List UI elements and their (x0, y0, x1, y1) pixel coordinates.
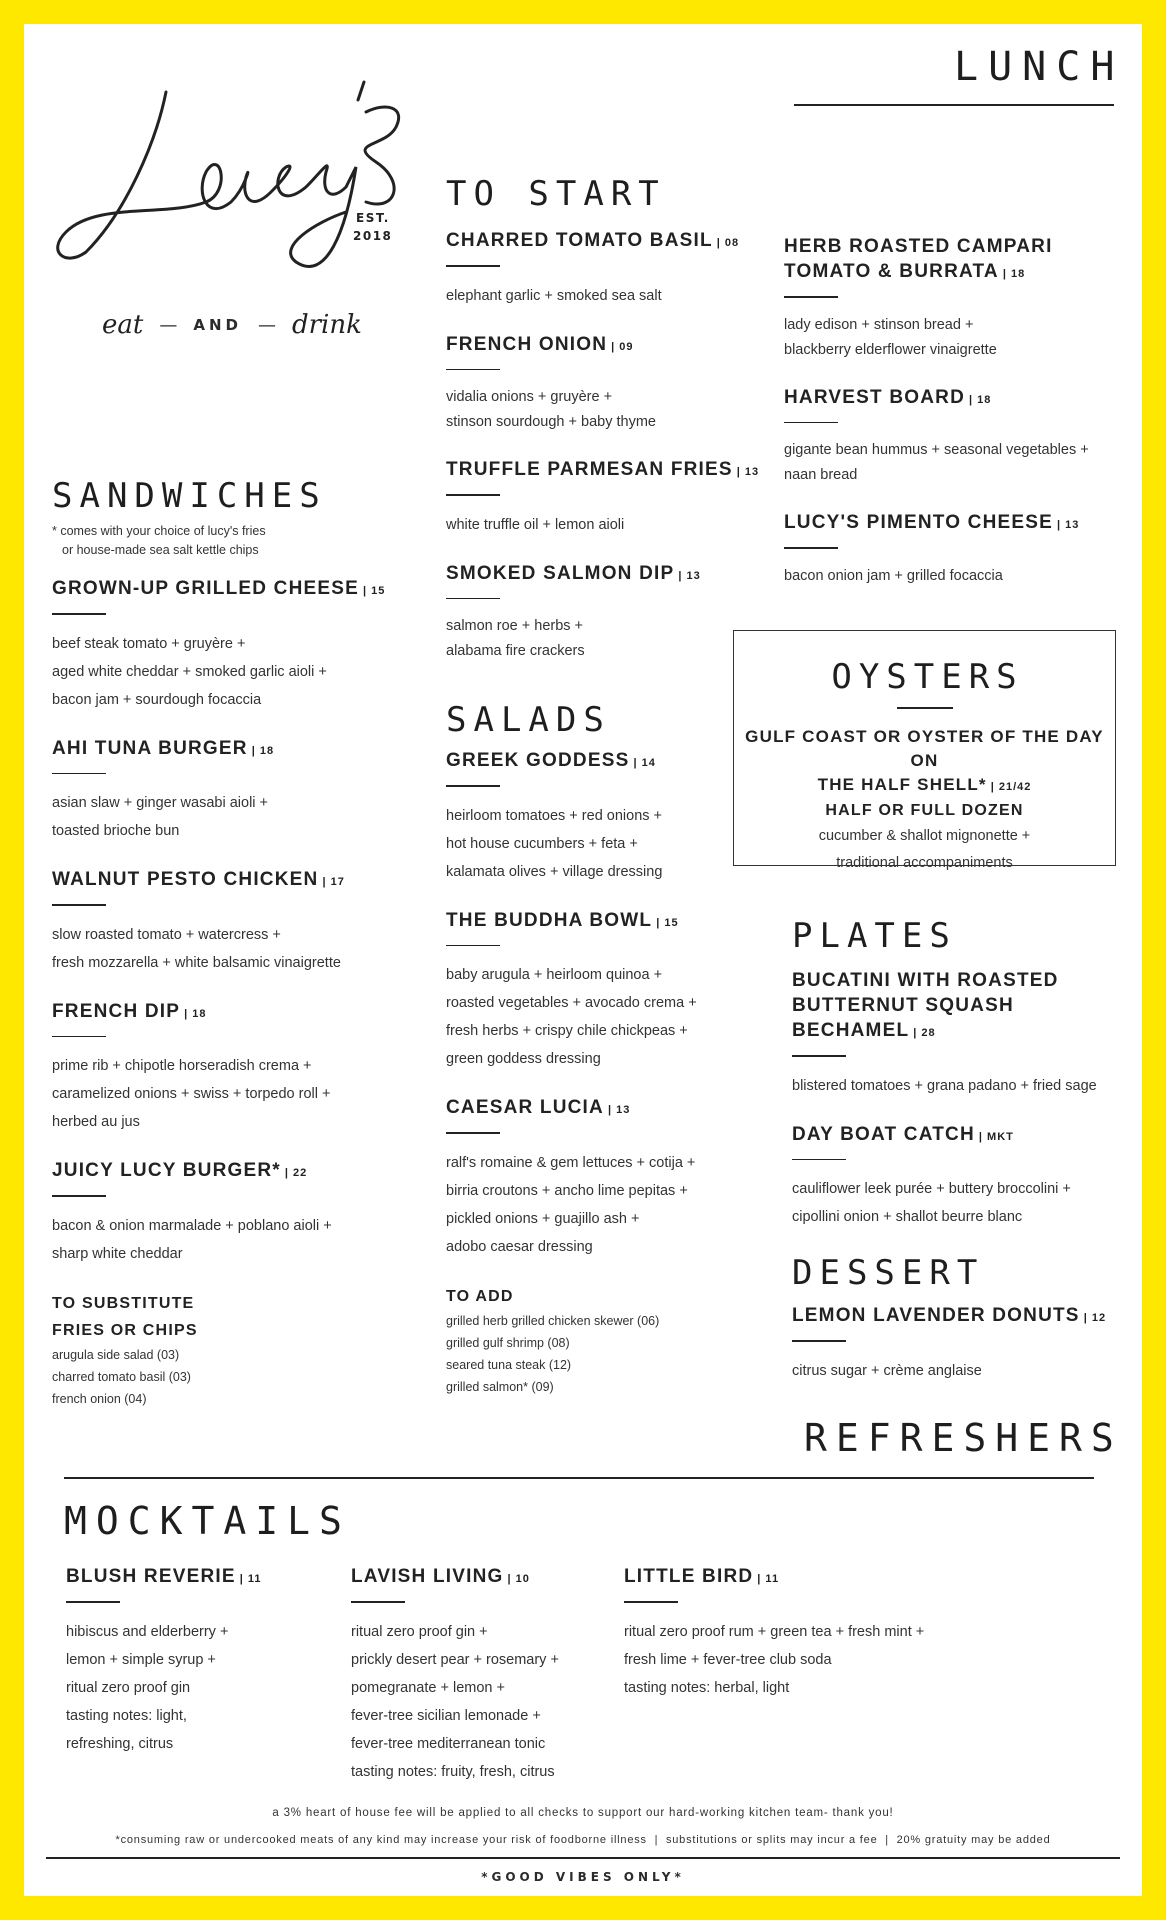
item-name: LAVISH LIVING (351, 1566, 504, 1587)
item-name: BLUSH REVERIE (66, 1566, 236, 1587)
menu-item (52, 867, 412, 977)
menu-item (784, 234, 1124, 363)
item-name: JUICY LUCY BURGER* (52, 1160, 281, 1181)
item-desc: tasting notes: fruity, fresh, citrus (351, 1763, 555, 1780)
substitute-title-1: TO SUBSTITUTE (52, 1294, 195, 1312)
item-price: | 22 (284, 1167, 308, 1179)
footer-rule (46, 1857, 1120, 1859)
substitute-title-2: FRIES OR CHIPS (52, 1321, 198, 1339)
item-desc: bacon jam + sourdough focaccia (52, 691, 262, 708)
item-desc: baby arugula + heirloom quinoa + (446, 967, 663, 983)
dessert-title: DESSERT (792, 1253, 985, 1293)
item-desc: toasted brioche bun (52, 823, 180, 839)
item-name: LEMON LAVENDER DONUTS (792, 1305, 1080, 1326)
menu-item (792, 1303, 1137, 1385)
item-price: | 17 (322, 876, 345, 888)
item-desc: adobo caesar dressing (446, 1238, 593, 1255)
to-add-item: grilled salmon* (09) (446, 1379, 554, 1394)
substitute-item: french onion (04) (52, 1391, 147, 1406)
plates-section (792, 916, 1137, 1407)
item-desc: slow roasted tomato + watercress + (52, 926, 281, 943)
to-start-section (446, 174, 776, 686)
mocktail-col-3 (624, 1564, 1024, 1702)
menu-item (52, 736, 412, 846)
item-desc: pomegranate + lemon + (351, 1679, 505, 1696)
item-price: | 18 (969, 393, 992, 406)
mocktail-col-2 (351, 1564, 611, 1786)
item-name: HARVEST BOARD (784, 386, 965, 408)
item-name-line-1: HERB ROASTED CAMPARI (784, 236, 1053, 257)
item-desc: aged white cheddar + smoked garlic aioli + (52, 663, 327, 680)
item-desc: green goddess dressing (446, 1051, 601, 1067)
item-price: | 18 (1002, 268, 1026, 280)
menu-item (446, 561, 776, 665)
item-price: | 13 (607, 1104, 631, 1116)
item-desc: cauliflower leek purée + buttery broccolini + (792, 1181, 1071, 1197)
item-desc: tasting notes: light, (66, 1707, 187, 1724)
item-name: GREEK GODDESS (446, 750, 630, 771)
item-desc: cipollini onion + shallot beurre blanc (792, 1209, 1023, 1225)
to-add-item: grilled herb grilled chicken skewer (06) (446, 1313, 660, 1328)
substitute-item: arugula side salad (03) (52, 1347, 180, 1362)
item-name: FRENCH ONION (446, 333, 608, 355)
item-desc: ritual zero proof gin + (351, 1623, 488, 1640)
item-desc: ritual zero proof gin (66, 1679, 191, 1696)
item-price: | 28 (913, 1027, 936, 1039)
item-desc: roasted vegetables + avocado crema + (446, 995, 697, 1011)
item-desc: blistered tomatoes + grana padano + fried sage (792, 1077, 1097, 1094)
item-desc: birria croutons + ancho lime pepitas + (446, 1182, 688, 1199)
item-name: LITTLE BIRD (624, 1566, 754, 1587)
item-name-line-2: BUTTERNUT SQUASH BECHAMEL (792, 995, 1014, 1041)
item-desc: kalamata olives + village dressing (446, 863, 663, 880)
menu-item (446, 748, 776, 886)
oysters-desc-2: traditional accompaniments (836, 854, 1013, 871)
header-rule (794, 104, 1114, 106)
item-desc: asian slaw + ginger wasabi aioli + (52, 795, 269, 811)
refreshers-rule (64, 1477, 1094, 1479)
sandwiches-section (52, 476, 412, 1410)
item-name: THE BUDDHA BOWL (446, 909, 653, 931)
logo-tagline (102, 310, 402, 340)
logo-est: EST. (356, 211, 390, 225)
item-price: | 13 (736, 466, 760, 478)
item-desc: alabama fire crackers (446, 643, 585, 659)
item-desc: prime rib + chipotle horseradish crema + (52, 1058, 312, 1074)
menu-page (24, 24, 1142, 1896)
item-name: FRENCH DIP (52, 1000, 181, 1022)
item-desc: hibiscus and elderberry + (66, 1623, 229, 1640)
item-name: WALNUT PESTO CHICKEN (52, 869, 319, 890)
item-desc: gigante bean hummus + seasonal vegetables + (784, 442, 1089, 458)
to-start-title: TO START (446, 174, 666, 214)
item-name: GROWN-UP GRILLED CHEESE (52, 578, 359, 599)
oysters-line-2: THE HALF SHELL* (817, 774, 987, 794)
item-price: | 18 (251, 744, 275, 757)
tagline-and: AND (193, 316, 242, 334)
mocktail-col-1 (66, 1564, 326, 1758)
menu-item (792, 1122, 1137, 1232)
item-name: TRUFFLE PARMESAN FRIES (446, 459, 733, 480)
item-price: | 13 (678, 569, 701, 582)
to-add-block (446, 1283, 776, 1398)
oysters-box (733, 630, 1116, 871)
item-desc: salmon roe + herbs + (446, 618, 584, 634)
logo-year: 2018 (353, 229, 393, 243)
item-desc: sharp white cheddar (52, 1245, 183, 1262)
item-desc: fever-tree mediterranean tonic (351, 1735, 546, 1752)
item-desc: fresh lime + fever-tree club soda (624, 1651, 832, 1668)
menu-item (792, 968, 1137, 1100)
motto: *GOOD VIBES ONLY* (481, 1870, 685, 1884)
item-desc: fresh mozzarella + white balsamic vinaigrette (52, 954, 341, 971)
oysters-line-3: HALF OR FULL DOZEN (825, 801, 1024, 819)
fee-note: a 3% heart of house fee will be applied to all checks to support our hard-working kitchen team- thank you! (272, 1807, 894, 1819)
item-price: | MKT (978, 1130, 1014, 1143)
tagline-drink: drink (291, 310, 362, 340)
item-name-line-1: BUCATINI WITH ROASTED (792, 970, 1059, 991)
sandwiches-title: SANDWICHES (52, 476, 327, 516)
menu-item (52, 1158, 412, 1268)
to-start-col2 (784, 234, 1124, 611)
menu-item (446, 332, 776, 436)
menu-item (784, 385, 1124, 489)
menu-item (446, 908, 776, 1074)
item-name: AHI TUNA BURGER (52, 737, 248, 759)
item-desc: white truffle oil + lemon aioli (446, 516, 625, 533)
menu-item (446, 228, 776, 310)
item-price: | 18 (184, 1007, 207, 1020)
salads-section (446, 700, 776, 1398)
item-desc: elephant garlic + smoked sea salt (446, 287, 662, 304)
sandwiches-note-2: or house-made sea salt kettle chips (62, 543, 259, 557)
plates-title: PLATES (792, 916, 957, 956)
tagline-eat: eat (102, 310, 144, 340)
item-desc: ritual zero proof rum + green tea + fresh mint + (624, 1623, 925, 1640)
item-price: | 11 (239, 1573, 262, 1585)
item-desc: fever-tree sicilian lemonade + (351, 1707, 541, 1724)
to-add-item: seared tuna steak (12) (446, 1357, 572, 1372)
item-desc: vidalia onions + gruyère + (446, 389, 613, 405)
item-name-line-2: TOMATO & BURRATA (784, 261, 999, 282)
item-desc: bacon onion jam + grilled focaccia (784, 567, 1003, 584)
item-name: SMOKED SALMON DIP (446, 562, 675, 584)
warning-note: *consuming raw or undercooked meats of any kind may increase your risk of foodborne illness | substitutions or splits may incur a fee | 20% gratuity may be added (115, 1834, 1051, 1846)
substitute-item: charred tomato basil (03) (52, 1369, 191, 1384)
item-desc: lemon + simple syrup + (66, 1651, 216, 1668)
menu-item (52, 999, 412, 1137)
item-desc: ralf's romaine & gem lettuces + cotija + (446, 1154, 696, 1171)
to-add-title: TO ADD (446, 1287, 514, 1305)
page-title: LUNCH (954, 44, 1125, 90)
item-price: | 11 (757, 1573, 780, 1585)
menu-item (52, 576, 412, 714)
tagline-dash-2: — (257, 314, 276, 336)
menu-item (446, 1095, 776, 1261)
item-price: | 12 (1083, 1312, 1107, 1324)
item-desc: hot house cucumbers + feta + (446, 835, 638, 852)
item-desc: refreshing, citrus (66, 1735, 174, 1752)
mocktails-title: MOCKTAILS (64, 1499, 351, 1543)
item-desc: herbed au jus (52, 1114, 140, 1130)
item-desc: pickled onions + guajillo ash + (446, 1210, 640, 1227)
oysters-price: | 21/42 (990, 780, 1032, 793)
item-name: DAY BOAT CATCH (792, 1123, 975, 1145)
menu-item (446, 457, 776, 539)
oysters-title: OYSTERS (831, 657, 1024, 697)
item-price: | 13 (1057, 519, 1080, 531)
item-desc: prickly desert pear + rosemary + (351, 1651, 559, 1668)
logo-script-mark (46, 52, 426, 272)
item-desc: caramelized onions + swiss + torpedo roll + (52, 1086, 331, 1102)
item-price: | 14 (633, 757, 656, 769)
item-desc: fresh herbs + crispy chile chickpeas + (446, 1023, 688, 1039)
item-desc: heirloom tomatoes + red onions + (446, 807, 663, 824)
item-price: | 08 (716, 237, 740, 249)
item-desc: lady edison + stinson bread + (784, 316, 974, 333)
to-add-item: grilled gulf shrimp (08) (446, 1335, 570, 1350)
item-desc: beef steak tomato + gruyère + (52, 635, 246, 652)
refreshers-title: REFRESHERS (804, 1416, 1123, 1460)
item-price: | 09 (611, 340, 634, 353)
item-price: | 10 (507, 1573, 530, 1585)
item-desc: tasting notes: herbal, light (624, 1679, 790, 1696)
oysters-desc-1: cucumber & shallot mignonette + (818, 827, 1031, 844)
logo (46, 52, 426, 342)
item-price: | 15 (656, 916, 679, 929)
item-name: CHARRED TOMATO BASIL (446, 230, 713, 251)
menu-item (784, 510, 1124, 589)
salads-title: SALADS (446, 700, 611, 740)
item-desc: blackberry elderflower vinaigrette (784, 341, 997, 358)
item-desc: bacon & onion marmalade + poblano aioli + (52, 1217, 332, 1234)
item-price: | 15 (363, 585, 386, 597)
item-name: LUCY'S PIMENTO CHEESE (784, 512, 1054, 533)
item-name: CAESAR LUCIA (446, 1097, 604, 1118)
item-desc: citrus sugar + crème anglaise (792, 1362, 982, 1379)
sandwiches-note-1: * comes with your choice of lucy's fries (52, 524, 266, 538)
substitute-block (52, 1290, 412, 1410)
item-desc: naan bread (784, 467, 858, 483)
item-desc: stinson sourdough + baby thyme (446, 414, 656, 430)
tagline-dash: — (159, 314, 178, 336)
oysters-line-1: GULF COAST OR OYSTER OF THE DAY ON (745, 726, 1104, 770)
